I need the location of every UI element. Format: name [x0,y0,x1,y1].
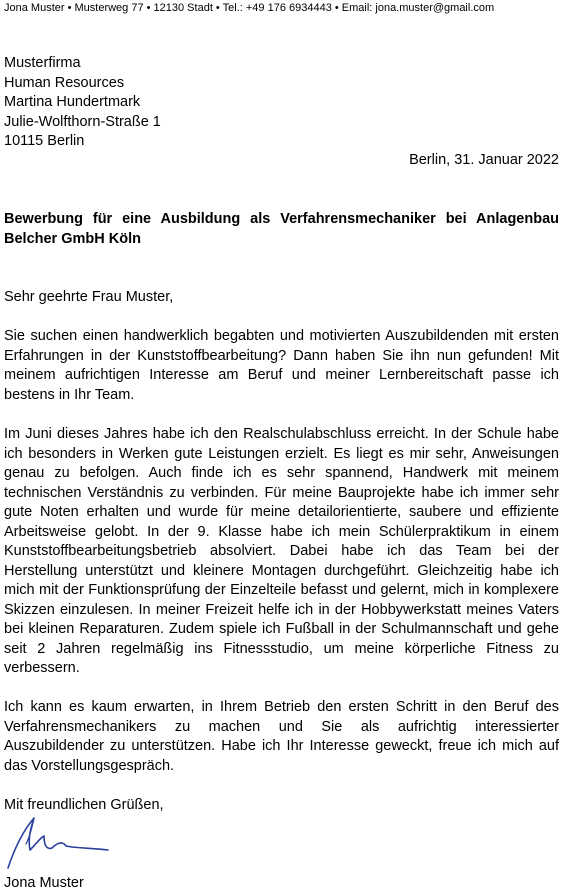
letter-subject: Bewerbung für eine Ausbildung als Verfahrensmechaniker bei Anlagenbau Belcher GmbH Köln [4,211,559,247]
recipient-street: Julie-Wolfthorn-Straße 1 [4,113,161,130]
recipient-company: Musterfirma [4,55,81,71]
recipient-address [4,54,161,152]
closing-phrase: Mit freundlichen Grüßen, [4,797,164,813]
recipient-department: Human Resources [4,74,125,91]
body-paragraph-3: Ich kann es kaum erwarten, in Ihrem Betrieb den ersten Schritt in den Beruf des Verfahrensmechanikers zu machen und Sie als aufrichtig interessierter Auszubildender zu unterstützen. Habe ich Ihr Interesse geweckt, freue ich mich auf das Vorstellungsgespräch. [4,699,559,774]
signature-stroke [8,818,108,868]
sender-name: Jona Muster [4,875,84,891]
recipient-city: 10115 Berlin [4,133,85,149]
handwritten-signature-icon [4,810,114,874]
body-paragraph-1: Sie suchen einen handwerklich begabten und motivierten Auszubildenden mit ersten Erfahrungen in der Kunststoffbearbeitung? Dann haben Sie ihn nun gefunden! Mit meinem aufrichtigen Interesse am Beruf und meiner Lernbereitschaft passe ich bestens in Ihr Team. [4,328,559,403]
sender-address-line: Jona Muster • Musterweg 77 • 12130 Stadt • Tel.: +49 176 6934443 • Email: jona.muster@gmail.com [4,2,495,14]
salutation: Sehr geehrte Frau Muster, [4,289,174,305]
body-paragraph-2: Im Juni dieses Jahres habe ich den Realschulabschluss erreicht. In der Schule habe ich besonders in Werken gute Leistungen erzielt. Es liegt es mir sehr, Anweisungen genau zu befolgen. Auch finde ich es sehr spannend, Handwerk mit meinem technischen Verständnis zu verbinden. Für meine Bauprojekte habe ich immer sehr gute Noten erhalten und wurde für meine detailorientierte, saubere und effiziente Arbeitsweise gelobt. In der 9. Klasse habe ich mein Schülerpraktikum in einem Kunststoffbearbeitungsbetrieb absolviert. Dabei habe ich das Team bei der Herstellung unterstützt und kleinere Montagen durchgeführt. Gleichzeitig habe ich mich mit der Funktionsprüfung der Einzelteile befasst und gelernt, mich in komplexere Skizzen einzulesen. In meiner Freizeit helfe ich in der Hobbywerkstatt meines Vaters bei kleinen Reparaturen. Zudem spiele ich Fußball in der Schulmannschaft und gehe seit 2 Jahren regelmäßig ins Fitnessstudio, um meine körperliche Fitness zu verbessern. [4,426,559,676]
letter-date: Berlin, 31. Januar 2022 [409,152,559,168]
recipient-person: Martina Hundertmark [4,94,141,110]
